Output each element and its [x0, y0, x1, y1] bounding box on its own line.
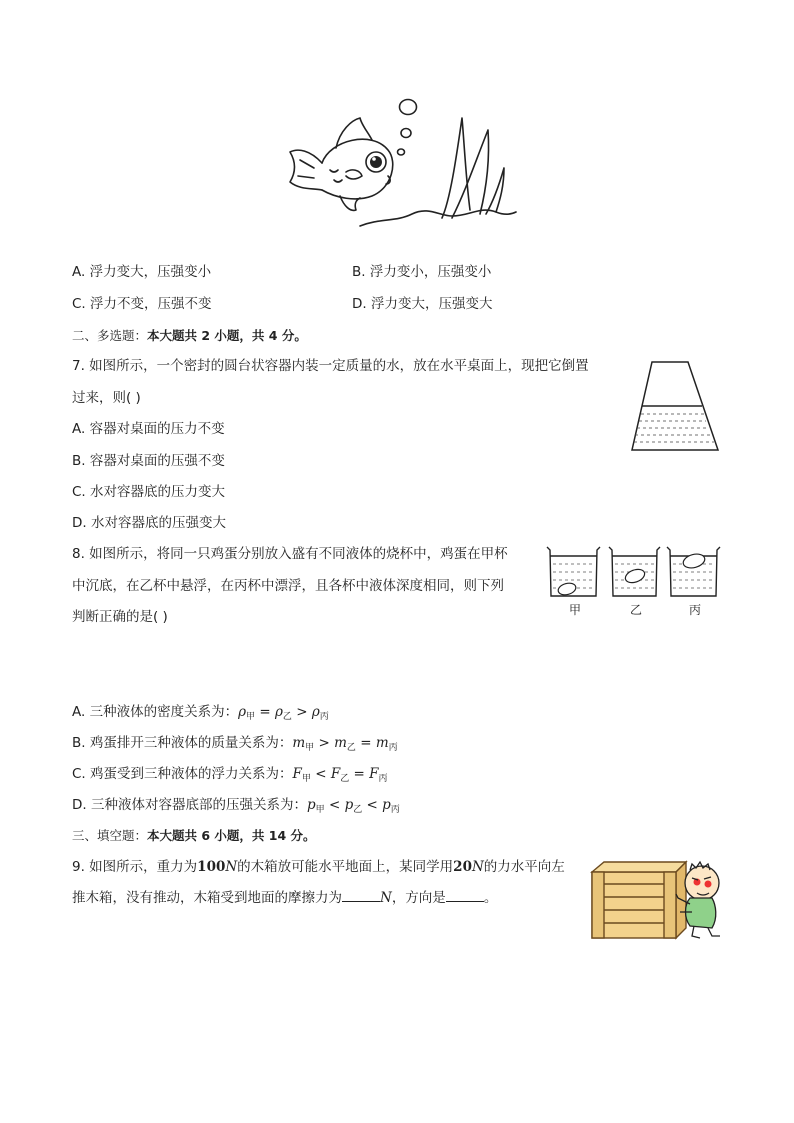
q6-option-b: B. 浮力变小，压强变小: [352, 264, 492, 280]
p-symbol: p: [344, 797, 354, 813]
q9-text: 的木箱放可能水平地面上，某同学用: [237, 859, 454, 875]
q7-option-b: B. 容器对桌面的压强不变: [72, 453, 225, 469]
subscript-jia: 甲: [246, 712, 256, 722]
q9-text: 9. 如图所示，重力为: [72, 859, 198, 875]
subscript-bing: 丙: [378, 774, 388, 784]
q9-text: 。: [483, 890, 498, 906]
q8-stem-line3: 判断正确的是( ): [72, 609, 168, 625]
F-symbol: F: [292, 766, 302, 782]
operator: <: [315, 766, 327, 782]
q7-stem-line1: 7. 如图所示，一个密封的圆台状容器内装一定质量的水，放在水平桌面上，现把它倒置: [72, 358, 589, 374]
subscript-yi: 乙: [346, 743, 356, 753]
q8-option-a-text: A. 三种液体的密度关系为：: [72, 704, 239, 720]
newton-unit: N: [225, 859, 238, 875]
beaker-label-yi: 乙: [630, 603, 643, 617]
q9-force-value: 20: [453, 859, 472, 875]
subscript-yi: 乙: [353, 805, 363, 815]
q6-option-c: C. 浮力不变，压强不变: [72, 296, 212, 312]
operator: <: [328, 797, 341, 813]
rho-symbol: ρ: [274, 704, 283, 720]
operator: =: [259, 704, 271, 720]
section3-description: 本大题共 6 小题，共 14 分。: [147, 828, 316, 843]
subscript-yi: 乙: [282, 712, 292, 722]
operator: =: [360, 735, 372, 751]
subscript-jia: 甲: [315, 805, 325, 815]
operator: <: [366, 797, 378, 813]
beaker-label-bing: 丙: [689, 603, 702, 617]
m-symbol: m: [292, 735, 306, 751]
q8-option-d-text: D. 三种液体对容器底部的压强关系为：: [72, 797, 307, 813]
subscript-bing: 丙: [390, 805, 400, 815]
q9-text: 推木箱，没有推动，木箱受到地面的摩擦力为: [72, 890, 342, 906]
q7-stem-line2: 过来，则( ): [72, 390, 141, 406]
subscript-yi: 乙: [340, 774, 350, 784]
operator: >: [318, 735, 330, 751]
q7-option-a: A. 容器对桌面的压力不变: [72, 421, 225, 437]
p-symbol: p: [382, 797, 391, 813]
q8-stem-line1: 8. 如图所示，将同一只鸡蛋分别放入盛有不同液体的烧杯中，鸡蛋在甲杯: [72, 546, 508, 562]
beaker-label-jia: 甲: [569, 603, 582, 617]
p-symbol: p: [306, 797, 316, 813]
subscript-jia: 甲: [305, 743, 315, 753]
q9-text: 的力水平向左: [483, 859, 565, 875]
section3-prefix: 三、填空题：: [72, 828, 148, 843]
rho-symbol: ρ: [311, 704, 320, 720]
q7-option-d: D. 水对容器底的压强变大: [72, 515, 226, 531]
m-symbol: m: [375, 735, 389, 751]
subscript-jia: 甲: [301, 774, 311, 784]
q6-option-a: A. 浮力变大，压强变小: [72, 264, 212, 280]
m-symbol: m: [334, 735, 347, 751]
section2-prefix: 二、多选题：: [72, 328, 148, 343]
newton-unit: N: [380, 890, 392, 906]
F-symbol: F: [369, 766, 379, 782]
q8-option-c-text: C. 鸡蛋受到三种液体的浮力关系为：: [72, 766, 293, 782]
subscript-bing: 丙: [388, 743, 398, 753]
subscript-bing: 丙: [319, 712, 329, 722]
q7-option-c: C. 水对容器底的压力变大: [72, 484, 226, 500]
q9-weight-value: 100: [197, 859, 226, 875]
newton-unit: N: [471, 859, 484, 875]
q6-option-d: D. 浮力变大，压强变大: [352, 296, 493, 312]
operator: =: [353, 766, 365, 782]
q8-stem-line2: 中沉底，在乙杯中悬浮，在丙杯中漂浮，且各杯中液体深度相同，则下列: [72, 578, 504, 594]
rho-symbol: ρ: [238, 704, 247, 720]
section2-description: 本大题共 2 小题，共 4 分。: [147, 328, 307, 343]
q8-option-b-text: B. 鸡蛋排开三种液体的质量关系为：: [72, 735, 293, 751]
F-symbol: F: [330, 766, 341, 782]
operator: >: [296, 704, 308, 720]
q9-text: ，方向是: [391, 890, 446, 906]
